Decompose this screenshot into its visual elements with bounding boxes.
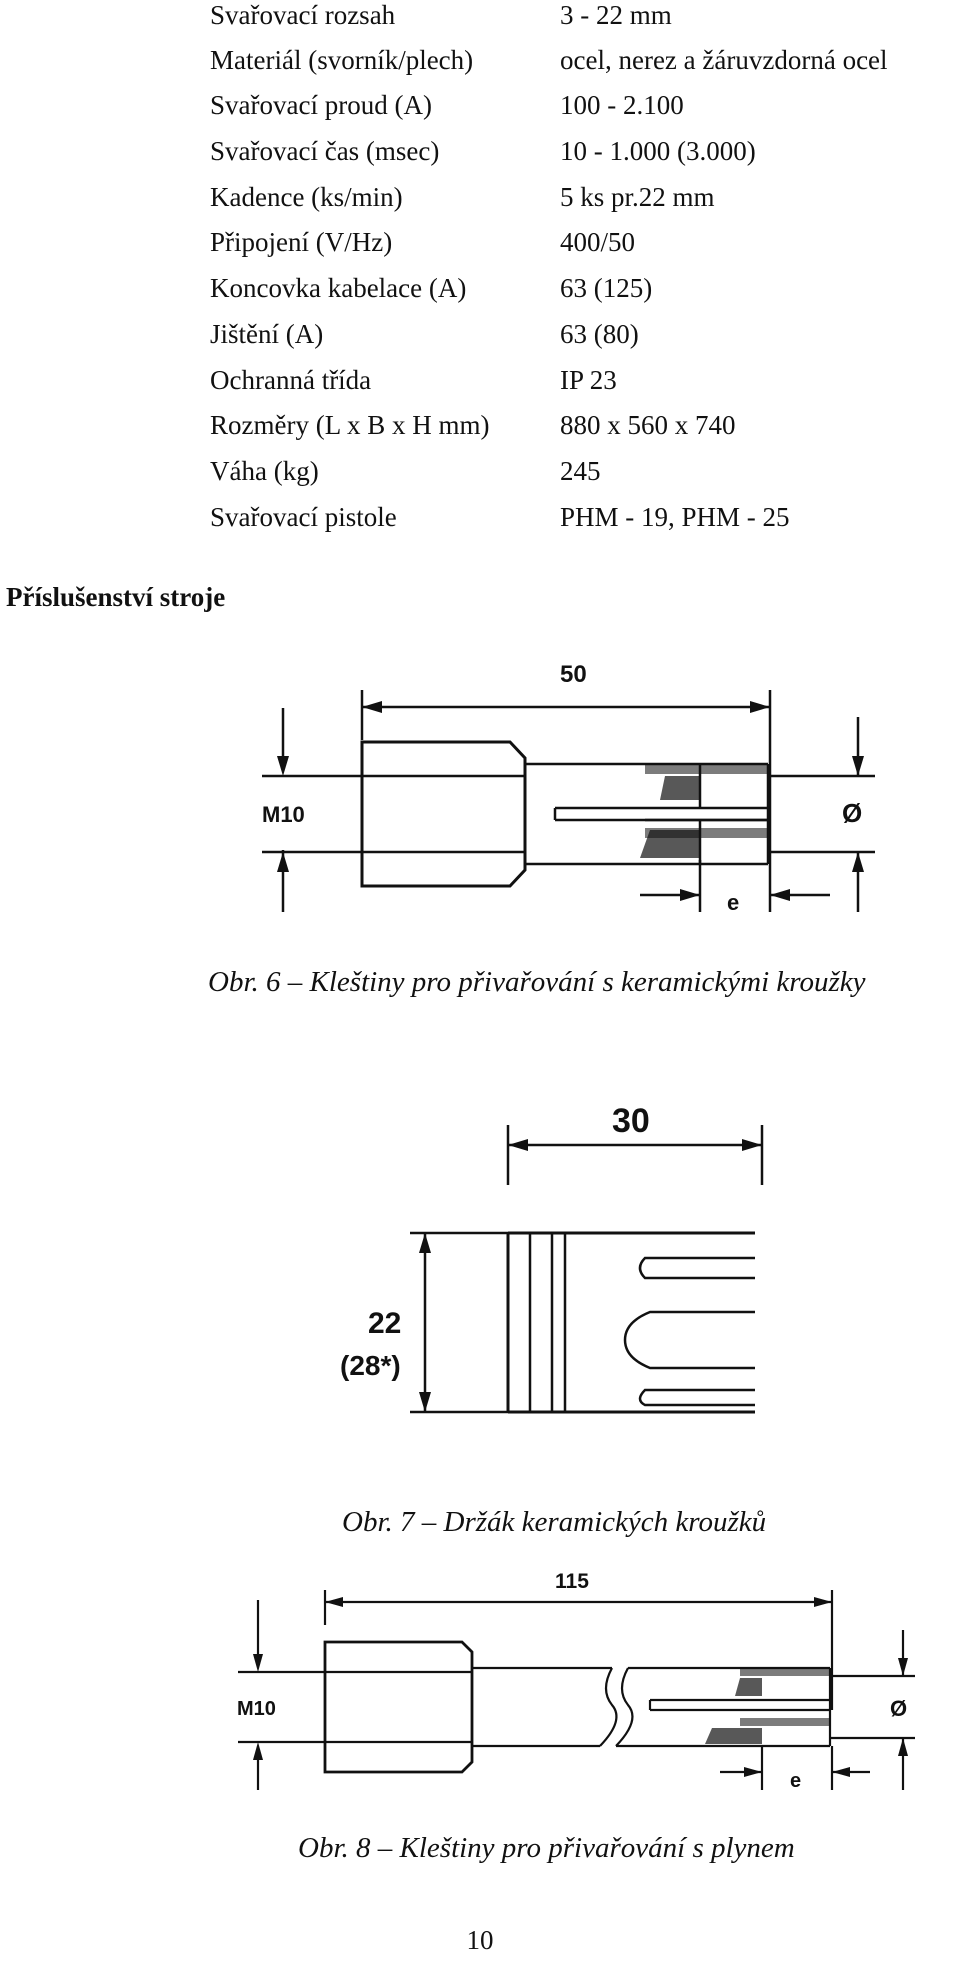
spec-label: Svařovací proud (A) [210, 90, 432, 120]
spec-value: 880 x 560 x 740 [560, 410, 736, 440]
spec-label: Váha (kg) [210, 456, 319, 486]
spec-label: Svařovací čas (msec) [210, 136, 440, 166]
spec-value: 10 - 1.000 (3.000) [560, 136, 756, 166]
spec-value: 63 (125) [560, 273, 653, 303]
figure-7-caption: Obr. 7 – Držák keramických kroužků [342, 1506, 767, 1538]
dimension-length: 50 [560, 661, 587, 688]
dimension-thread: M10 [262, 802, 305, 827]
spec-value: 100 - 2.100 [560, 90, 684, 120]
dimension-diameter-alt: (28*) [340, 1350, 401, 1381]
section-heading: Příslušenství stroje [6, 582, 226, 612]
dimension-diameter: 22 [368, 1307, 402, 1340]
spec-label: Kadence (ks/min) [210, 182, 403, 212]
dimension-diameter: Ø [890, 1696, 908, 1721]
spec-label: Připojení (V/Hz) [210, 227, 393, 257]
spec-label: Svařovací rozsah [210, 0, 396, 30]
spec-value: 5 ks pr.22 mm [560, 182, 715, 212]
spec-value: 63 (80) [560, 319, 639, 349]
spec-value: IP 23 [560, 365, 617, 395]
figure-6-caption: Obr. 6 – Kleštiny pro přivařování s keramickými kroužky [208, 966, 866, 998]
dimension-thread: M10 [237, 1698, 276, 1720]
spec-label: Svařovací pistole [210, 502, 397, 532]
spec-label: Materiál (svorník/plech) [210, 45, 474, 75]
figure-8-caption: Obr. 8 – Kleštiny pro přivařování s plynem [298, 1832, 795, 1864]
spec-value: 400/50 [560, 227, 636, 257]
dimension-length: 115 [555, 1570, 589, 1593]
dimension-e: e [727, 890, 740, 915]
spec-value: ocel, nerez a žáruvzdorná ocel [560, 45, 888, 75]
spec-label: Rozměry (L x B x H mm) [210, 410, 490, 440]
dimension-e: e [790, 1770, 802, 1792]
spec-label: Ochranná třída [210, 365, 372, 395]
spec-label: Jištění (A) [210, 319, 324, 349]
page-number: 10 [466, 1925, 494, 1955]
dimension-diameter: Ø [842, 798, 863, 828]
dimension-length: 30 [612, 1102, 650, 1140]
spec-label: Koncovka kabelace (A) [210, 273, 467, 303]
spec-value: 3 - 22 mm [560, 0, 672, 30]
spec-value: PHM - 19, PHM - 25 [560, 502, 790, 532]
spec-value: 245 [560, 456, 601, 486]
